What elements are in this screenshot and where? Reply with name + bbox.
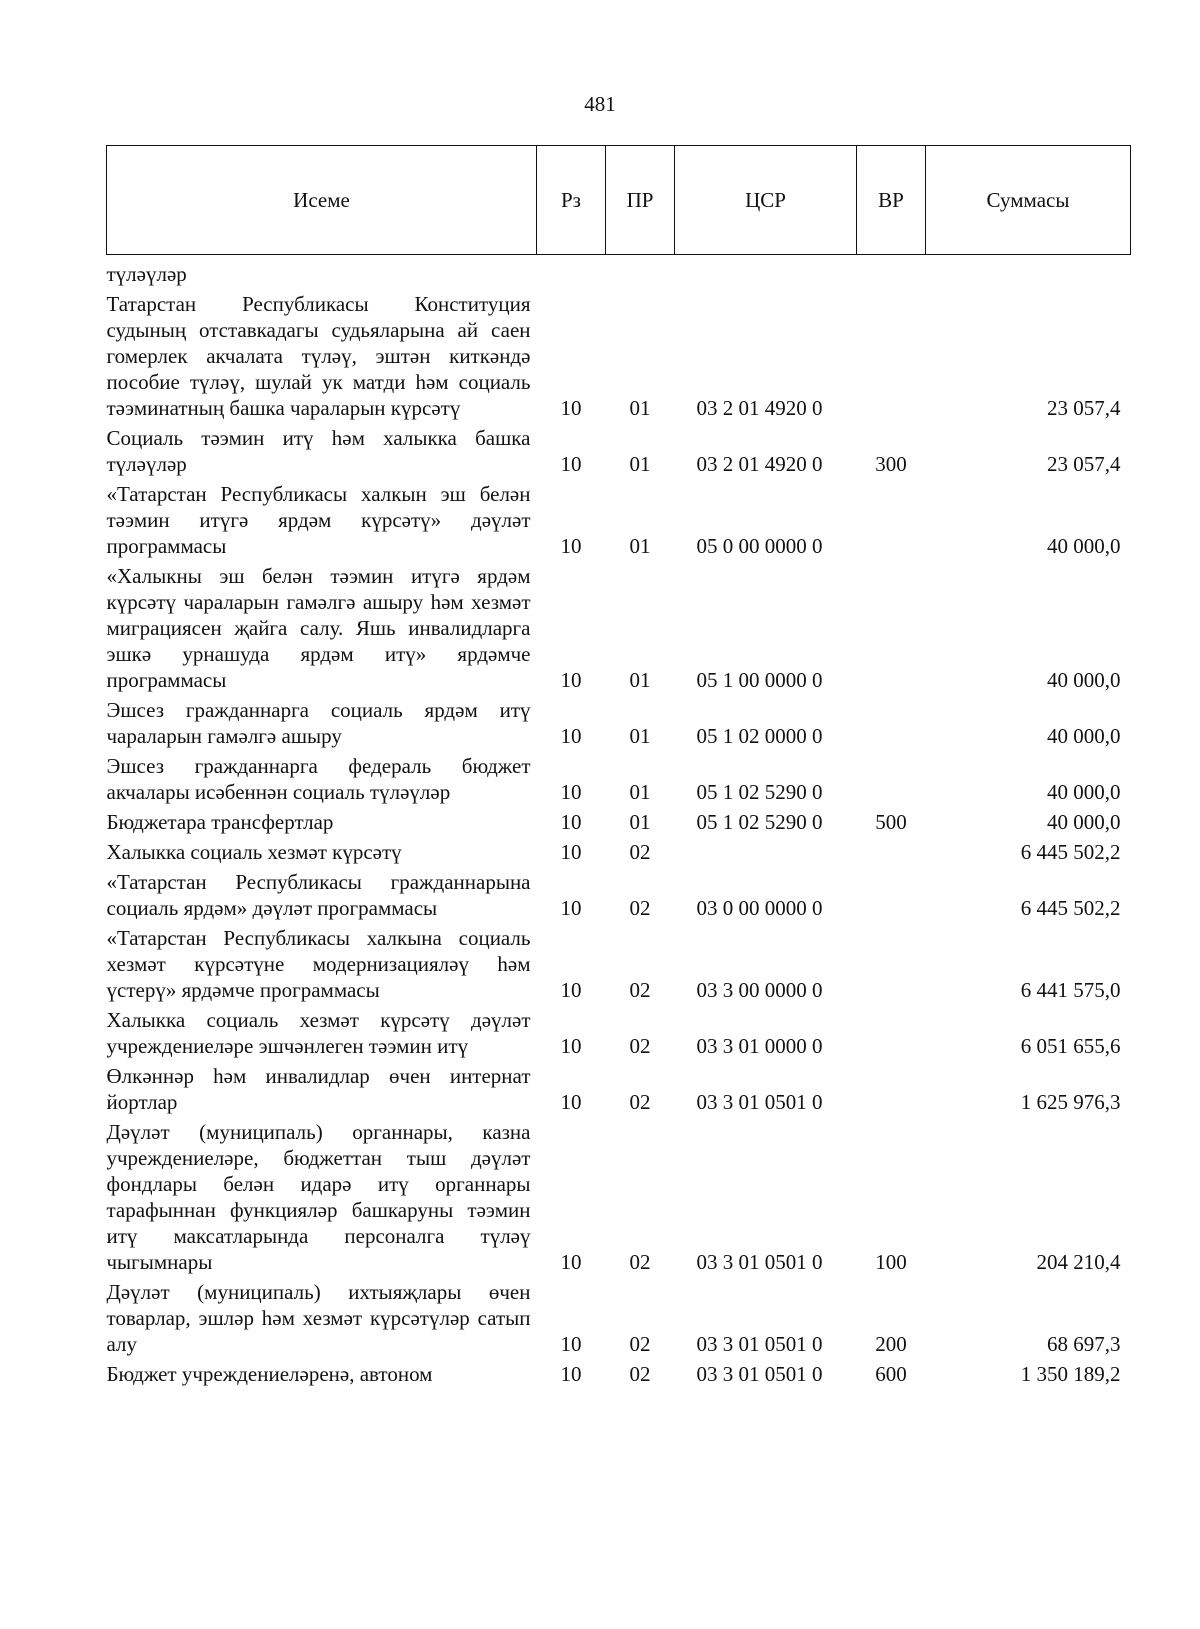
row-name: «Татарстан Республикасы гражданнарына социаль ярдәм» дәүләт программасы: [106, 870, 531, 920]
row-rz: 10: [560, 810, 582, 834]
row-name: Татарстан Республикасы Конституция судының отставкадагы судьяларына ай саен гомерлек акчалата түләү, эштән киткәндә пособие түләү, шулай ук матди һәм социаль тәэминатның башка чараларын күрсәтү: [106, 292, 531, 420]
row-vr: [857, 287, 926, 421]
row-vr: [857, 559, 926, 693]
table-row: [107, 749, 1131, 805]
row-pr: 01: [629, 396, 651, 420]
row-vr: 200: [875, 1332, 907, 1356]
row-sum: 6 445 502,2: [1020, 896, 1121, 920]
row-csr: 05 1 00 0000 0: [696, 668, 823, 692]
header-name: Исеме: [107, 146, 537, 255]
table-row: [107, 477, 1131, 559]
row-pr: 02: [629, 1250, 651, 1274]
table-row: [107, 1115, 1131, 1275]
row-rz: 10: [560, 1034, 582, 1058]
row-rz: 10: [560, 1250, 582, 1274]
table-row: [107, 559, 1131, 693]
row-csr: 05 1 02 0000 0: [696, 724, 823, 748]
row-pr: 02: [629, 1362, 651, 1386]
row-rz: 10: [560, 396, 582, 420]
row-sum: 23 057,4: [1047, 396, 1121, 420]
row-sum: 40 000,0: [1047, 780, 1121, 804]
table-row: [107, 921, 1131, 1003]
row-pr: 01: [629, 452, 651, 476]
row-name: Эшсез гражданнарга социаль ярдәм итү чараларын гамәлгә ашыру: [106, 698, 531, 748]
row-name: «Татарстан Республикасы халкын эш белән тәэмин итүгә ярдәм күрсәтү» дәүләт программасы: [106, 482, 531, 558]
row-pr: 02: [629, 1090, 651, 1114]
row-sum: 1 350 189,2: [1020, 1362, 1121, 1386]
row-sum: 40 000,0: [1047, 668, 1121, 692]
row-rz: 10: [560, 978, 582, 1002]
row-pr: 01: [629, 780, 651, 804]
row-vr: 600: [875, 1362, 907, 1386]
table-row: [107, 1357, 1131, 1387]
table-row: [107, 1275, 1131, 1357]
row-sum: 1 625 976,3: [1020, 1090, 1121, 1114]
row-name: Эшсез гражданнарга федераль бюджет акчалары исәбеннән социаль түләүләр: [106, 754, 531, 804]
row-csr: 03 0 00 0000 0: [696, 896, 823, 920]
row-csr: 03 3 01 0501 0: [696, 1362, 823, 1386]
row-pr: 02: [629, 978, 651, 1002]
table-row: [107, 421, 1131, 477]
budget-table: [106, 145, 1131, 1387]
row-name: «Татарстан Республикасы халкына социаль хезмәт күрсәтүне модернизацияләү һәм үстерү» ярдәмче программасы: [106, 926, 531, 1002]
row-sum: 6 445 502,2: [1020, 840, 1121, 864]
row-pr: 01: [629, 724, 651, 748]
row-rz: 10: [560, 724, 582, 748]
row-name: Дәүләт (муниципаль) ихтыяҗлары өчен товарлар, эшләр һәм хезмәт күрсәтүләр сатып алу: [106, 1280, 531, 1356]
row-rz: 10: [560, 896, 582, 920]
row-name: Бюджет учреждениеләренә, автоном: [106, 1362, 433, 1386]
row-sum: 6 051 655,6: [1020, 1034, 1121, 1058]
row-pr: 01: [629, 810, 651, 834]
row-rz: 10: [560, 840, 582, 864]
row-csr: 03 3 00 0000 0: [696, 978, 823, 1002]
row-vr: [857, 749, 926, 805]
row-csr: 03 3 01 0501 0: [696, 1332, 823, 1356]
row-rz: 10: [560, 534, 582, 558]
row-pr: 02: [629, 1332, 651, 1356]
row-name: Дәүләт (муниципаль) органнары, казна учреждениеләре, бюджеттан тыш дәүләт фондлары белән идарә итү органнары тарафыннан функцияләр башкаруны тәэмин итү максатларында персоналга түләү чыгымнары: [106, 1120, 531, 1274]
page-number: 481: [584, 92, 616, 116]
row-vr: [857, 1059, 926, 1115]
row-vr: 500: [875, 810, 907, 834]
table-row: [107, 1003, 1131, 1059]
row-pr: 02: [629, 1034, 651, 1058]
row-vr: 100: [875, 1250, 907, 1274]
row-sum: 6 441 575,0: [1020, 978, 1121, 1002]
header-csr: ЦСР: [675, 146, 857, 255]
row-sum: 40 000,0: [1047, 810, 1121, 834]
row-csr: 03 3 01 0501 0: [696, 1250, 823, 1274]
row-rz: 10: [560, 1090, 582, 1114]
row-rz: 10: [560, 780, 582, 804]
row-rz: 10: [560, 1332, 582, 1356]
table-row: [107, 805, 1131, 835]
row-pr: 01: [629, 534, 651, 558]
row-csr: 05 0 00 0000 0: [696, 534, 823, 558]
header-pr: ПР: [606, 146, 675, 255]
row-csr: 03 3 01 0501 0: [696, 1090, 823, 1114]
row-name: Социаль тәэмин итү һәм халыкка башка түләүләр: [106, 426, 531, 476]
table-row: [107, 1059, 1131, 1115]
row-csr: 03 2 01 4920 0: [696, 452, 823, 476]
row-pr: 02: [629, 896, 651, 920]
row-csr: 03 3 01 0000 0: [696, 1034, 823, 1058]
row-name: Бюджетара трансфертлар: [106, 810, 334, 834]
row-name: Халыкка социаль хезмәт күрсәтү дәүләт учреждениеләре эшчәнлеген тәэмин итү: [106, 1008, 531, 1058]
row-csr: [675, 835, 857, 865]
row-name: түләүләр: [106, 262, 187, 286]
row-sum: 40 000,0: [1047, 724, 1121, 748]
row-sum: 68 697,3: [1047, 1332, 1121, 1356]
row-rz: 10: [560, 452, 582, 476]
table-row: [107, 835, 1131, 865]
row-name: «Халыкны эш белән тәэмин итүгә ярдәм күрсәтү чараларын гамәлгә ашыру һәм хезмәт миграциясен җайга салу. Яшь инвалидларга эшкә урнашуда ярдәм итү» ярдәмче программасы: [106, 564, 531, 692]
table-row: [107, 693, 1131, 749]
row-csr: 05 1 02 5290 0: [696, 780, 823, 804]
row-pr: 01: [629, 668, 651, 692]
row-csr: 05 1 02 5290 0: [696, 810, 823, 834]
row-vr: [857, 1003, 926, 1059]
row-pr: 02: [629, 840, 651, 864]
continuation-row: [107, 255, 1131, 288]
row-sum: 204 210,4: [1036, 1250, 1121, 1274]
row-vr: [857, 693, 926, 749]
row-vr: 300: [875, 452, 907, 476]
table-body: [107, 255, 1131, 1388]
row-sum: 40 000,0: [1047, 534, 1121, 558]
row-name: Өлкәннәр һәм инвалидлар өчен интернат йортлар: [106, 1064, 531, 1114]
header-rz: Рз: [537, 146, 606, 255]
row-csr: 03 2 01 4920 0: [696, 396, 823, 420]
table-header: [107, 146, 1131, 255]
row-vr: [857, 865, 926, 921]
header-vr: ВР: [857, 146, 926, 255]
header-sum: Суммасы: [926, 146, 1131, 255]
table-row: [107, 287, 1131, 421]
row-rz: 10: [560, 1362, 582, 1386]
row-vr: [857, 835, 926, 865]
row-vr: [857, 921, 926, 1003]
row-vr: [857, 477, 926, 559]
table-row: [107, 865, 1131, 921]
row-sum: 23 057,4: [1047, 452, 1121, 476]
row-name: Халыкка социаль хезмәт күрсәтү: [106, 840, 402, 864]
row-rz: 10: [560, 668, 582, 692]
